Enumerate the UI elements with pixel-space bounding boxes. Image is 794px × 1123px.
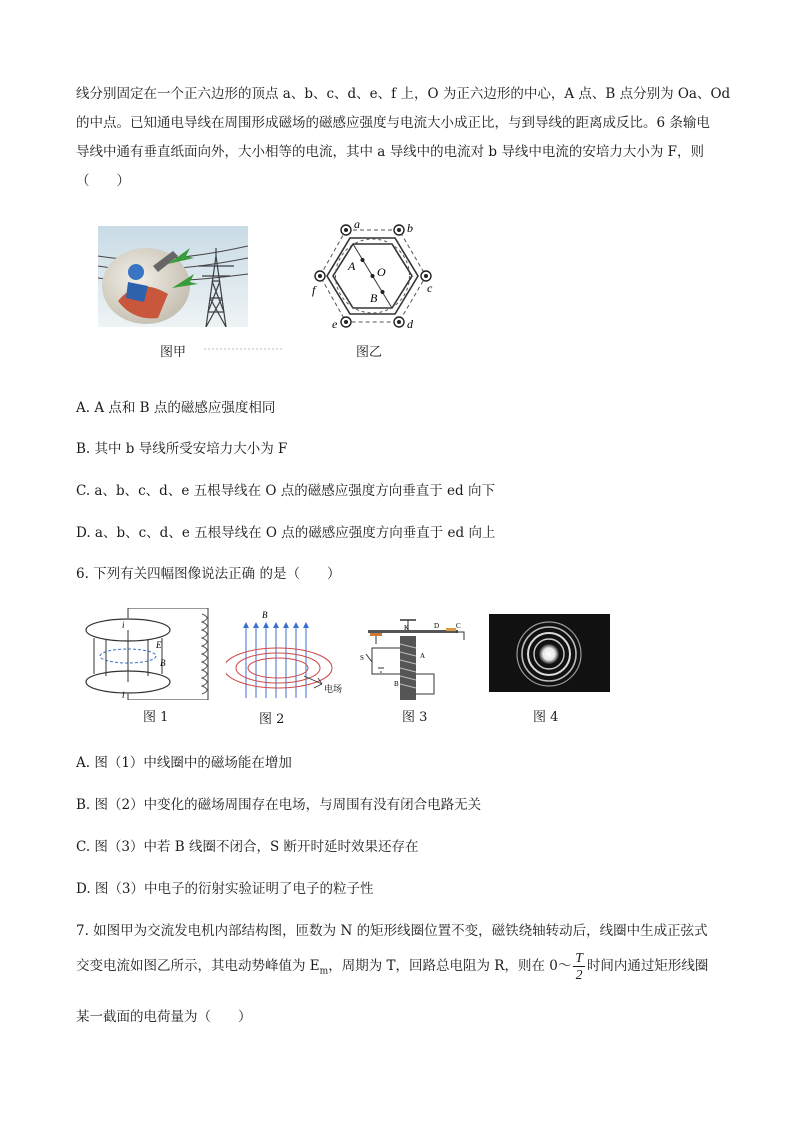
- q6-option-b: B. 图（2）中变化的磁场周围存在电场，与周围有没有闭合电路无关: [76, 797, 482, 813]
- hex-label-A: A: [348, 259, 356, 273]
- fig3-label-S: S: [360, 654, 364, 662]
- q5-stem-line-2: 的中点。已知通电导线在周围形成磁场的磁感应强度与电流大小成正比，与到导线的距离成反比。6 条输电: [76, 115, 710, 131]
- q7-emf-subscript: m: [319, 966, 329, 977]
- q7-stem-line-1: 7. 如图甲为交流发电机内部结构图，匝数为 N 的矩形线圈位置不变，磁铁绕轴转动后，线圈中生成正弦式: [76, 923, 708, 939]
- fig3-label-D: D: [434, 622, 440, 630]
- hex-label-O: O: [377, 265, 386, 279]
- fig1-label-E: E: [156, 640, 162, 650]
- hex-label-b: b: [407, 221, 413, 235]
- q6-fig2-field: [226, 606, 364, 702]
- q7-stem-line-2: [76, 950, 708, 983]
- q6-option-a: A. 图（1）中线圈中的磁场能在增加: [76, 755, 292, 771]
- q6-fig2-caption: 图 2: [259, 712, 285, 727]
- q7-fraction-denominator: 2: [575, 967, 583, 982]
- hex-label-d: d: [407, 317, 413, 331]
- q6-fig4-caption: 图 4: [533, 710, 559, 725]
- q6-stem: 6. 下列有关四幅图像说法正确 的是（ ）: [76, 566, 341, 582]
- q5-stem-line-4: （ ）: [76, 173, 130, 189]
- hex-label-a: a: [354, 218, 360, 231]
- q6-fig3-relay: [360, 614, 472, 700]
- fig-jia-photo: [98, 226, 248, 327]
- q6-fig1-caption: 图 1: [143, 710, 169, 725]
- fig2-label-field: 电场: [324, 684, 343, 694]
- q6-option-d: D. 图（3）中电子的衍射实验证明了电子的粒子性: [76, 881, 374, 897]
- q5-stem-line-3: 导线中通有垂直纸面向外，大小相等的电流，其中 a 导线中的电流对 b 导线中电流的安培力大小为 F，则: [76, 144, 705, 160]
- q7-fraction-numerator: T: [575, 950, 583, 965]
- q7-stem-line-2a: 交变电流如图乙所示，其电动势峰值为 E: [76, 958, 320, 974]
- hex-label-B: B: [370, 291, 378, 305]
- fig-jia-caption: 图甲: [160, 345, 187, 360]
- q6-fig1-lc-circuit: [82, 608, 218, 700]
- q5-option-b: B. 其中 b 导线所受安培力大小为 F: [76, 441, 288, 457]
- fig3-label-C: C: [456, 622, 461, 630]
- q7-stem-line-2c: 时间内通过矩形线圈: [586, 958, 709, 974]
- q7-stem-line-2b: ，周期为 T，回路总电阻为 R，则在 0～: [328, 958, 572, 974]
- fig1-label-i-top: i: [122, 620, 125, 630]
- q7-stem-line-3: 某一截面的电荷量为（ ）: [76, 1009, 252, 1025]
- q5-option-c: C. a、b、c、d、e 五根导线在 O 点的磁感应强度方向垂直于 ed 向下: [76, 483, 495, 499]
- fig-yi-hexagon: [306, 218, 440, 334]
- q6-fig3-caption: 图 3: [402, 710, 428, 725]
- hex-label-e: e: [332, 317, 338, 331]
- fig3-label-K: K: [404, 624, 410, 632]
- caption-dotted-line: [204, 348, 284, 350]
- q6-option-c: C. 图（3）中若 B 线圈不闭合，S 断开时延时效果还存在: [76, 839, 419, 855]
- fig3-label-A: A: [420, 652, 426, 660]
- fig-yi-caption: 图乙: [356, 345, 383, 360]
- hex-label-f: f: [312, 283, 316, 297]
- q6-fig4-diffraction: [489, 614, 610, 692]
- fig3-label-B: B: [394, 680, 399, 688]
- fig2-label-B: B: [262, 610, 268, 620]
- q5-stem-line-1: 线分别固定在一个正六边形的顶点 a、b、c、d、e、f 上，O 为正六边形的中心，A 点、B 点分别为 Oa、Od: [76, 86, 731, 102]
- hex-label-c: c: [427, 281, 433, 295]
- q5-option-d: D. a、b、c、d、e 五根导线在 O 点的磁感应强度方向垂直于 ed 向上: [76, 525, 496, 541]
- fig1-label-i-bot: i: [122, 690, 125, 700]
- fig1-label-B: B: [160, 658, 166, 668]
- q7-fraction-t-over-2: [573, 950, 585, 983]
- q5-option-a: A. A 点和 B 点的磁感应强度相同: [76, 400, 276, 416]
